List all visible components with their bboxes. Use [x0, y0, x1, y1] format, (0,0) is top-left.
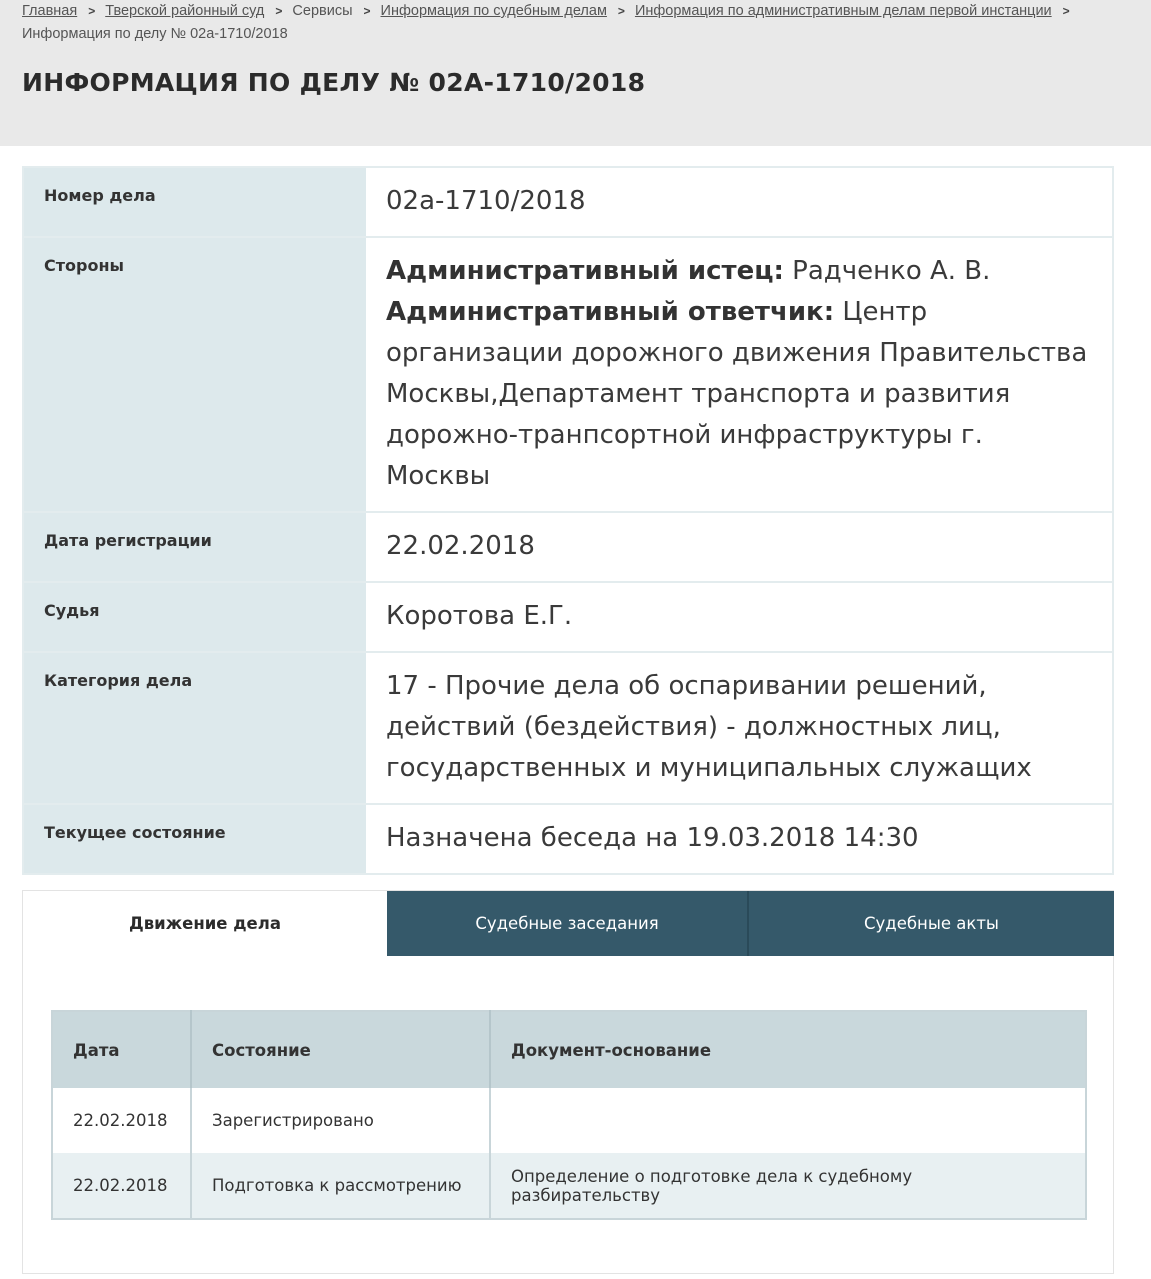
chevron-right-icon: > — [275, 4, 283, 18]
plaintiff-label: Административный истец: — [386, 256, 784, 286]
page-title: ИНФОРМАЦИЯ ПО ДЕЛУ № 02А-1710/2018 — [22, 68, 646, 97]
chevron-right-icon: > — [363, 4, 371, 18]
cell-status: Зарегистрировано — [191, 1088, 490, 1153]
parties-value — [366, 237, 1113, 512]
category-label: Категория дела — [23, 652, 366, 804]
cell-status: Подготовка к рассмотрению — [191, 1153, 490, 1219]
plaintiff-name: Радченко А. В. — [792, 256, 991, 286]
case-info-row-status — [23, 804, 1113, 874]
tab-court-sessions[interactable]: Судебные заседания — [387, 891, 749, 956]
case-info-row-judge — [23, 582, 1113, 652]
table-row — [52, 1153, 1086, 1219]
tab-bar — [23, 891, 1114, 956]
case-info-row-category — [23, 652, 1113, 804]
case-tabs-panel — [22, 890, 1114, 1274]
case-info-row-number — [23, 167, 1113, 237]
case-number-label: Номер дела — [23, 167, 366, 237]
defendant-name: Центр организации дорожного движения Правительства Москвы,Департамент транспорта и развития дорожно-транпсортной инфраструктуры г. Москвы — [386, 297, 1088, 491]
chevron-right-icon: > — [617, 4, 625, 18]
breadcrumb-item-services: Сервисы — [292, 3, 353, 19]
tab-case-movement[interactable]: Движение дела — [23, 891, 387, 956]
case-info-table — [22, 166, 1114, 875]
table-header-row — [52, 1011, 1086, 1088]
case-movement-table — [51, 1010, 1087, 1220]
registration-date-label: Дата регистрации — [23, 512, 366, 582]
registration-date-value: 22.02.2018 — [366, 512, 1113, 582]
case-info-row-registration — [23, 512, 1113, 582]
cell-date: 22.02.2018 — [52, 1153, 191, 1219]
column-header-document: Документ-основание — [490, 1011, 1086, 1088]
cell-document: Определение о подготовке дела к судебному разбирательству — [490, 1153, 1086, 1219]
table-row — [52, 1088, 1086, 1153]
defendant-label: Административный ответчик: — [386, 297, 835, 327]
category-value: 17 - Прочие дела об оспаривании решений, действий (бездействия) - должностных лиц, государственных и муниципальных служащих — [366, 652, 1113, 804]
column-header-date: Дата — [52, 1011, 191, 1088]
page-header — [0, 0, 1151, 146]
parties-label: Стороны — [23, 237, 366, 512]
breadcrumb — [22, 0, 1082, 46]
breadcrumb-link-admin-cases[interactable]: Информация по административным делам первой инстанции — [634, 3, 1052, 19]
judge-value: Коротова Е.Г. — [366, 582, 1113, 652]
status-label: Текущее состояние — [23, 804, 366, 874]
breadcrumb-current: Информация по делу № 02а-1710/2018 — [22, 26, 288, 42]
chevron-right-icon: > — [88, 4, 96, 18]
column-header-status: Состояние — [191, 1011, 490, 1088]
judge-label: Судья — [23, 582, 366, 652]
chevron-right-icon: > — [1062, 4, 1070, 18]
case-number-value: 02а-1710/2018 — [366, 167, 1113, 237]
tab-court-acts[interactable]: Судебные акты — [749, 891, 1114, 956]
breadcrumb-link-court[interactable]: Тверской районный суд — [105, 3, 265, 19]
status-value: Назначена беседа на 19.03.2018 14:30 — [386, 823, 919, 853]
cell-date: 22.02.2018 — [52, 1088, 191, 1153]
case-info-row-parties — [23, 237, 1113, 512]
cell-document — [490, 1088, 1086, 1153]
breadcrumb-link-home[interactable]: Главная — [22, 3, 78, 19]
breadcrumb-link-court-cases[interactable]: Информация по судебным делам — [380, 3, 607, 19]
